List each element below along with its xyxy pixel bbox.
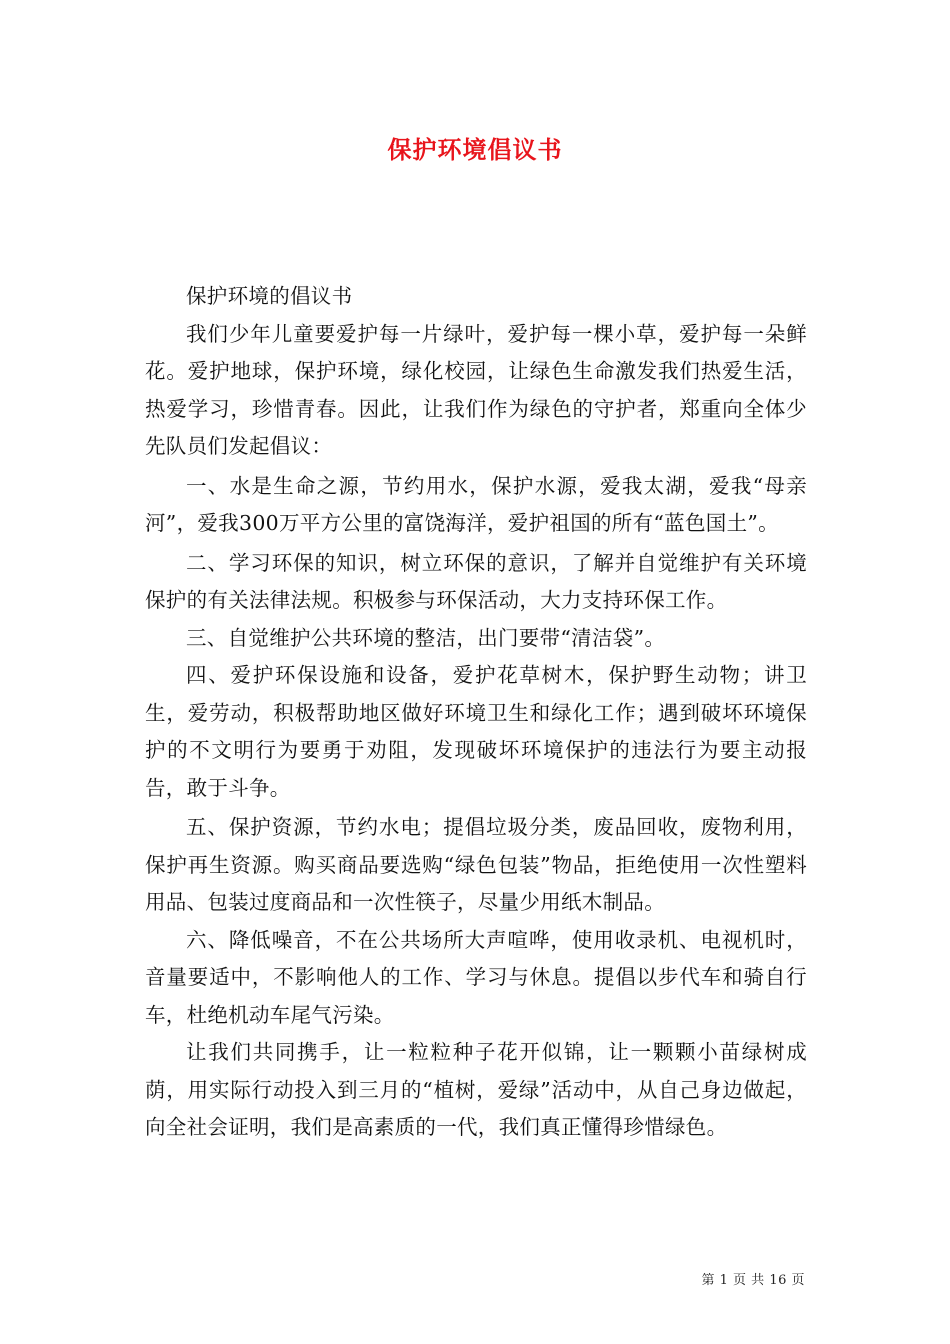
paragraph-closing: 让我们共同携手，让一粒粒种子花开似锦，让一颗颗小苗绿树成荫，用实际行动投入到三月的“植树，爱绿”活动中，从自己身边做起，向全社会证明，我们是高素质的一代，我们真正懂得珍惜绿色。 bbox=[145, 1040, 807, 1139]
document-title: 保护环境倡议书 bbox=[387, 135, 563, 164]
paragraph-heading: 保护环境的倡议书 bbox=[186, 284, 353, 308]
paragraph-item-2: 二、学习环保的知识，树立环保的意识，了解并自觉维护有关环境保护的有关法律法规。积极参与环保活动，大力支持环保工作。 bbox=[145, 550, 807, 612]
paragraph-item-6: 六、降低噪音，不在公共场所大声喧哗，使用收录机、电视机时，音量要适中，不影响他人的工作、学习与休息。提倡以步代车和骑自行车，杜绝机动车尾气污染。 bbox=[145, 927, 807, 1027]
paragraph-item-3: 三、自觉维护公共环境的整洁，出门要带“清洁袋”。 bbox=[186, 625, 666, 650]
paragraph-item-4: 四、爱护环保设施和设备，爱护花草树木，保护野生动物；讲卫生，爱劳动，积极帮助地区做好环境卫生和绿化工作；遇到破坏环境保护的不文明行为要勇于劝阻，发现破坏环境保护的违法行为要主动报告，敢于斗争。 bbox=[145, 663, 807, 800]
paragraph-intro: 我们少年儿童要爱护每一片绿叶，爱护每一棵小草，爱护每一朵鲜花。爱护地球，保护环境，绿化校园，让绿色生命激发我们热爱生活，热爱学习，珍惜青春。因此，让我们作为绿色的守护者，郑重向全体少先队员们发起倡议： bbox=[145, 321, 807, 458]
page-number-footer: 第 1 页 共 16 页 bbox=[701, 1273, 805, 1288]
paragraph-item-5: 五、保护资源，节约水电；提倡垃圾分类，废品回收，废物利用，保护再生资源。购买商品要选购“绿色包装”物品，拒绝使用一次性塑料用品、包装过度商品和一次性筷子，尽量少用纸木制品。 bbox=[145, 815, 807, 914]
document-body bbox=[145, 278, 807, 1147]
paragraph-item-1: 一、水是生命之源，节约用水，保护水源，爱我太湖，爱我“母亲河”，爱我300万平方公里的富饶海洋，爱护祖国的所有“蓝色国土”。 bbox=[145, 473, 807, 535]
